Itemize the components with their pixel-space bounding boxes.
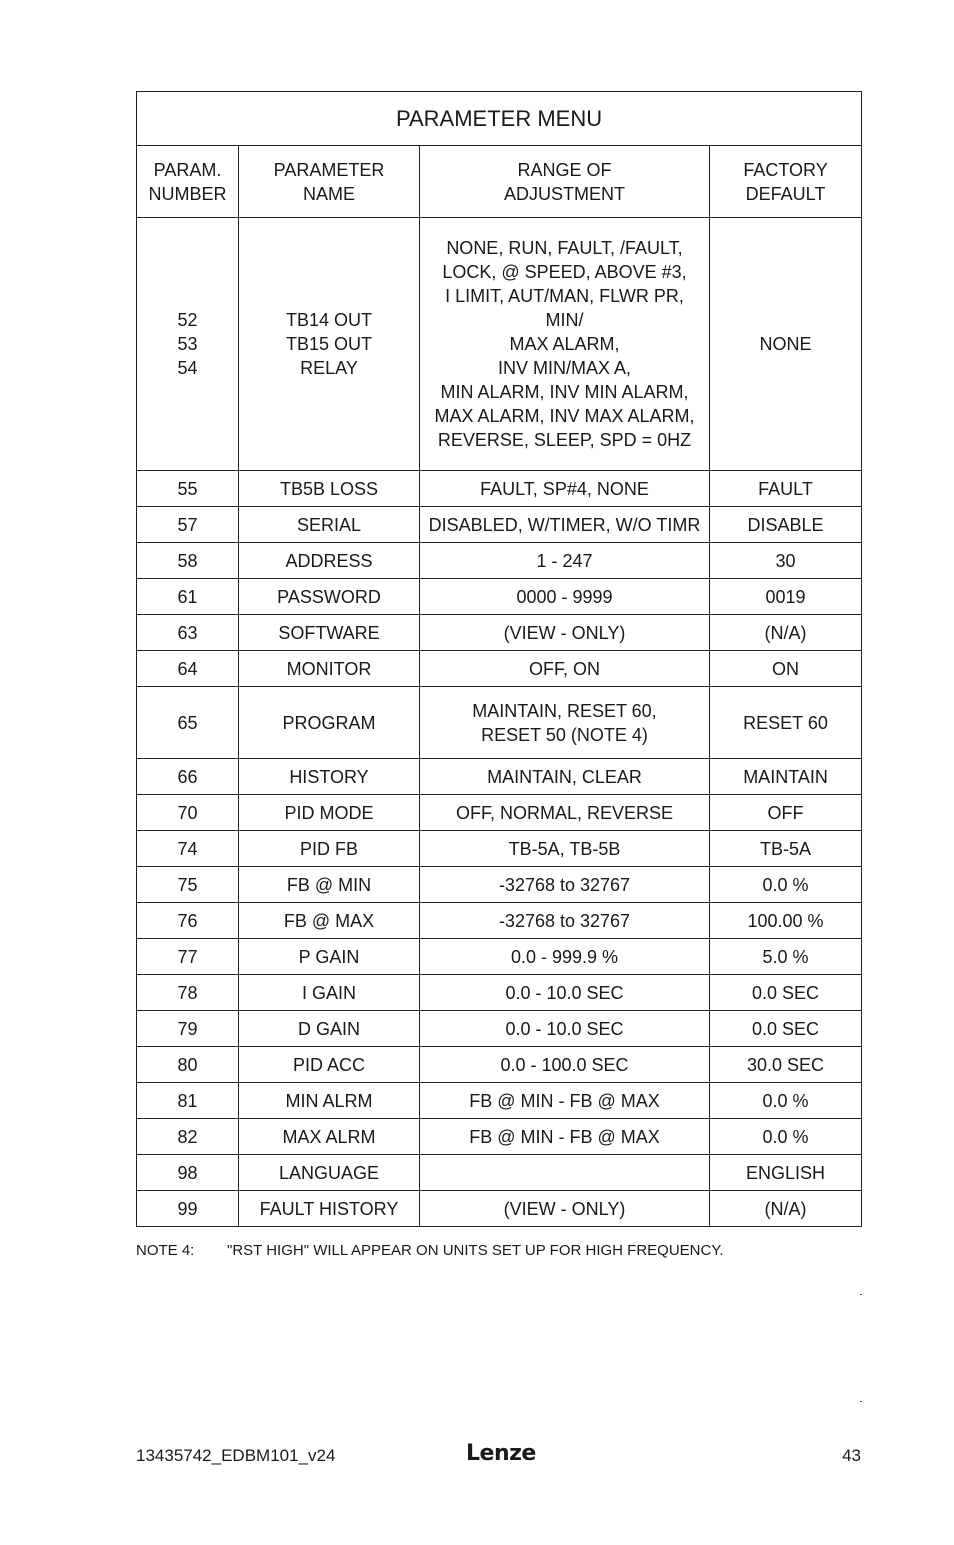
- table-row: [137, 867, 862, 903]
- parameter-name-cell: HISTORY: [239, 759, 420, 795]
- default-cell: (N/A): [710, 615, 862, 651]
- lenze-logo: Lenze: [466, 1441, 536, 1466]
- parameter-name-cell: MIN ALRM: [239, 1083, 420, 1119]
- range-cell: TB-5A, TB-5B: [420, 831, 710, 867]
- range-cell: NONE, RUN, FAULT, /FAULT, LOCK, @ SPEED, ABOVE #3, I LIMIT, AUT/MAN, FLWR PR, MIN/ MAX ALARM, INV MIN/MAX A, MIN ALARM, INV MIN ALARM, MAX ALARM, INV MAX ALARM, REVERSE, SLEEP, SPD = 0HZ: [420, 218, 710, 471]
- header-param-number: PARAM. NUMBER: [137, 146, 239, 218]
- header-range-of-adjustment: RANGE OF ADJUSTMENT: [420, 146, 710, 218]
- default-cell: FAULT: [710, 471, 862, 507]
- param-number-cell: 57: [137, 507, 239, 543]
- parameter-name-cell: FAULT HISTORY: [239, 1191, 420, 1227]
- default-cell: MAINTAIN: [710, 759, 862, 795]
- param-number-cell: 75: [137, 867, 239, 903]
- table-row: [137, 218, 862, 471]
- note-label: NOTE 4:: [136, 1242, 195, 1259]
- range-cell: FB @ MIN - FB @ MAX: [420, 1083, 710, 1119]
- table-row: [137, 1011, 862, 1047]
- default-cell: TB-5A: [710, 831, 862, 867]
- range-cell: (VIEW - ONLY): [420, 1191, 710, 1227]
- default-cell: 30: [710, 543, 862, 579]
- param-number-cell: 52 53 54: [137, 218, 239, 471]
- param-number-cell: 65: [137, 687, 239, 759]
- param-number-cell: 99: [137, 1191, 239, 1227]
- table-row: [137, 903, 862, 939]
- table-row: [137, 939, 862, 975]
- table-row: [137, 975, 862, 1011]
- parameter-name-cell: TB5B LOSS: [239, 471, 420, 507]
- table-body: [137, 218, 862, 1227]
- parameter-name-cell: SERIAL: [239, 507, 420, 543]
- table-row: [137, 579, 862, 615]
- param-number-cell: 61: [137, 579, 239, 615]
- parameter-name-cell: P GAIN: [239, 939, 420, 975]
- footnote: [136, 1241, 724, 1261]
- param-number-cell: 77: [137, 939, 239, 975]
- table-row: [137, 615, 862, 651]
- range-cell: FAULT, SP#4, NONE: [420, 471, 710, 507]
- table-row: [137, 507, 862, 543]
- table-row: [137, 1155, 862, 1191]
- range-cell: OFF, ON: [420, 651, 710, 687]
- table-row: [137, 1047, 862, 1083]
- parameter-name-cell: I GAIN: [239, 975, 420, 1011]
- page-mark: [860, 1401, 862, 1402]
- range-cell: 0000 - 9999: [420, 579, 710, 615]
- table-row: [137, 759, 862, 795]
- table-row: [137, 1191, 862, 1227]
- default-cell: NONE: [710, 218, 862, 471]
- parameter-name-cell: PID MODE: [239, 795, 420, 831]
- default-cell: 100.00 %: [710, 903, 862, 939]
- parameter-name-cell: FB @ MAX: [239, 903, 420, 939]
- default-cell: 0.0 %: [710, 1119, 862, 1155]
- range-cell: 0.0 - 10.0 SEC: [420, 975, 710, 1011]
- table-row: [137, 1119, 862, 1155]
- range-cell: DISABLED, W/TIMER, W/O TIMR: [420, 507, 710, 543]
- parameter-name-cell: MAX ALRM: [239, 1119, 420, 1155]
- default-cell: (N/A): [710, 1191, 862, 1227]
- param-number-cell: 78: [137, 975, 239, 1011]
- parameter-name-cell: FB @ MIN: [239, 867, 420, 903]
- range-cell: -32768 to 32767: [420, 903, 710, 939]
- param-number-cell: 63: [137, 615, 239, 651]
- default-cell: RESET 60: [710, 687, 862, 759]
- param-number-cell: 98: [137, 1155, 239, 1191]
- parameter-name-cell: D GAIN: [239, 1011, 420, 1047]
- default-cell: 5.0 %: [710, 939, 862, 975]
- parameter-name-cell: PID ACC: [239, 1047, 420, 1083]
- parameter-menu-table: [136, 91, 862, 1227]
- range-cell: 0.0 - 10.0 SEC: [420, 1011, 710, 1047]
- param-number-cell: 79: [137, 1011, 239, 1047]
- range-cell: MAINTAIN, RESET 60, RESET 50 (NOTE 4): [420, 687, 710, 759]
- param-number-cell: 58: [137, 543, 239, 579]
- table-row: [137, 795, 862, 831]
- default-cell: 0019: [710, 579, 862, 615]
- table-title: PARAMETER MENU: [137, 92, 862, 146]
- table-row: [137, 1083, 862, 1119]
- range-cell: [420, 1155, 710, 1191]
- param-number-cell: 64: [137, 651, 239, 687]
- range-cell: 0.0 - 999.9 %: [420, 939, 710, 975]
- header-parameter-name: PARAMETER NAME: [239, 146, 420, 218]
- table-row: [137, 651, 862, 687]
- default-cell: 0.0 %: [710, 1083, 862, 1119]
- default-cell: ON: [710, 651, 862, 687]
- parameter-name-cell: PASSWORD: [239, 579, 420, 615]
- default-cell: 0.0 SEC: [710, 1011, 862, 1047]
- param-number-cell: 82: [137, 1119, 239, 1155]
- parameter-name-cell: PROGRAM: [239, 687, 420, 759]
- table-row: [137, 831, 862, 867]
- param-number-cell: 55: [137, 471, 239, 507]
- default-cell: OFF: [710, 795, 862, 831]
- range-cell: FB @ MIN - FB @ MAX: [420, 1119, 710, 1155]
- parameter-name-cell: MONITOR: [239, 651, 420, 687]
- default-cell: ENGLISH: [710, 1155, 862, 1191]
- parameter-name-cell: PID FB: [239, 831, 420, 867]
- page-number: 43: [842, 1446, 861, 1465]
- table-row: [137, 543, 862, 579]
- param-number-cell: 76: [137, 903, 239, 939]
- default-cell: DISABLE: [710, 507, 862, 543]
- parameter-name-cell: ADDRESS: [239, 543, 420, 579]
- range-cell: OFF, NORMAL, REVERSE: [420, 795, 710, 831]
- range-cell: 1 - 247: [420, 543, 710, 579]
- range-cell: MAINTAIN, CLEAR: [420, 759, 710, 795]
- param-number-cell: 70: [137, 795, 239, 831]
- param-number-cell: 81: [137, 1083, 239, 1119]
- default-cell: 0.0 SEC: [710, 975, 862, 1011]
- range-cell: 0.0 - 100.0 SEC: [420, 1047, 710, 1083]
- parameter-name-cell: SOFTWARE: [239, 615, 420, 651]
- parameter-name-cell: TB14 OUT TB15 OUT RELAY: [239, 218, 420, 471]
- range-cell: (VIEW - ONLY): [420, 615, 710, 651]
- param-number-cell: 66: [137, 759, 239, 795]
- page-mark: [860, 1294, 862, 1295]
- header-factory-default: FACTORY DEFAULT: [710, 146, 862, 218]
- default-cell: 0.0 %: [710, 867, 862, 903]
- parameter-name-cell: LANGUAGE: [239, 1155, 420, 1191]
- param-number-cell: 80: [137, 1047, 239, 1083]
- default-cell: 30.0 SEC: [710, 1047, 862, 1083]
- range-cell: -32768 to 32767: [420, 867, 710, 903]
- param-number-cell: 74: [137, 831, 239, 867]
- note-text: "RST HIGH" WILL APPEAR ON UNITS SET UP FOR HIGH FREQUENCY.: [227, 1242, 724, 1259]
- table-row: [137, 471, 862, 507]
- document-id: 13435742_EDBM101_v24: [136, 1446, 336, 1465]
- table-row: [137, 687, 862, 759]
